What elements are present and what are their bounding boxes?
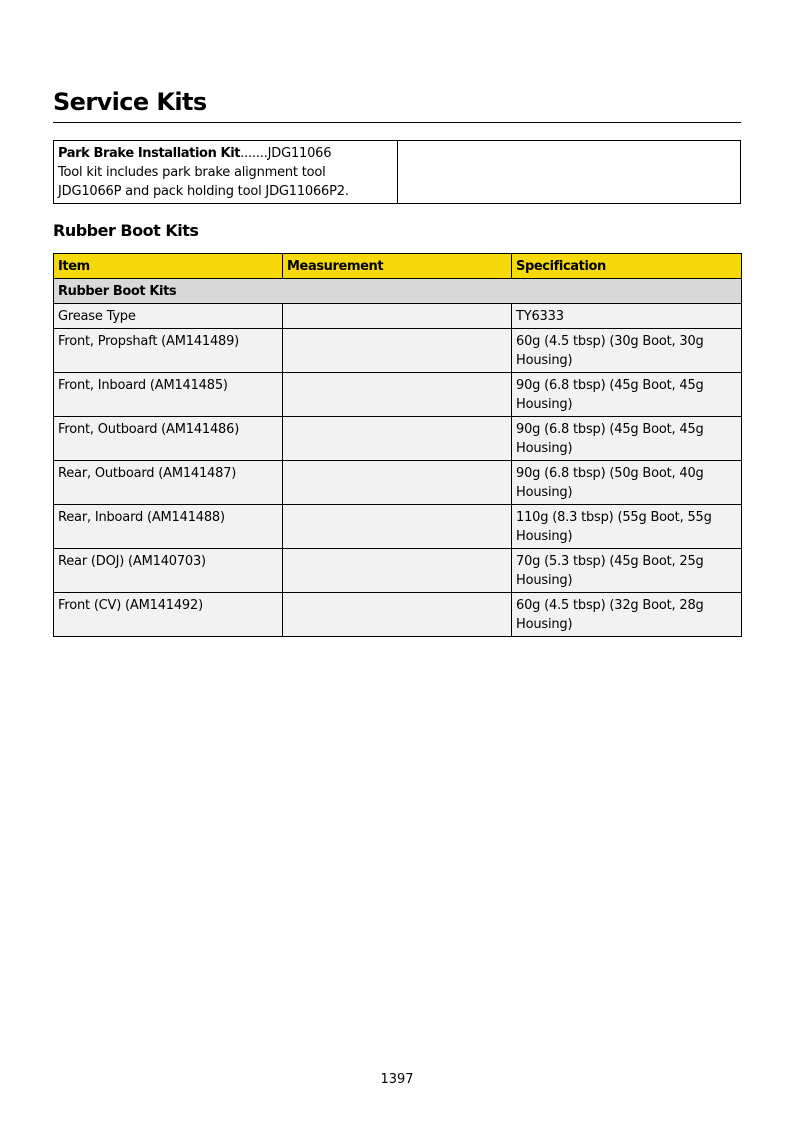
spec-line: Housing) bbox=[516, 441, 573, 456]
column-header-measurement: Measurement bbox=[283, 254, 512, 279]
spec-line: 60g (4.5 tbsp) (32g Boot, 28g bbox=[516, 598, 704, 613]
cell-measurement bbox=[283, 417, 512, 461]
table-row bbox=[54, 461, 742, 505]
spec-line: 90g (6.8 tbsp) (50g Boot, 40g bbox=[516, 466, 704, 481]
cell-specification bbox=[512, 549, 742, 593]
cell-item: Front (CV) (AM141492) bbox=[54, 593, 283, 637]
spec-line: Housing) bbox=[516, 573, 573, 588]
table-row bbox=[54, 417, 742, 461]
kit-info-cell bbox=[54, 141, 398, 203]
kit-part-number: JDG11066 bbox=[267, 146, 332, 161]
cell-item: Rear, Inboard (AM141488) bbox=[54, 505, 283, 549]
cell-specification bbox=[512, 593, 742, 637]
cell-measurement bbox=[283, 549, 512, 593]
spec-line: 90g (6.8 tbsp) (45g Boot, 45g bbox=[516, 378, 704, 393]
table-row bbox=[54, 329, 742, 373]
page-title: Service Kits bbox=[53, 84, 741, 123]
cell-item: Front, Inboard (AM141485) bbox=[54, 373, 283, 417]
table-row bbox=[54, 593, 742, 637]
cell-measurement bbox=[283, 593, 512, 637]
rubber-boot-table bbox=[53, 253, 742, 637]
table-row bbox=[54, 505, 742, 549]
spec-line: 110g (8.3 tbsp) (55g Boot, 55g bbox=[516, 510, 712, 525]
section-heading: Rubber Boot Kits bbox=[53, 221, 199, 240]
cell-item: Front, Outboard (AM141486) bbox=[54, 417, 283, 461]
table-row bbox=[54, 373, 742, 417]
spec-line: 60g (4.5 tbsp) (30g Boot, 30g bbox=[516, 334, 704, 349]
cell-item: Grease Type bbox=[54, 304, 283, 329]
cell-specification bbox=[512, 461, 742, 505]
cell-measurement bbox=[283, 304, 512, 329]
cell-item: Front, Propshaft (AM141489) bbox=[54, 329, 283, 373]
kit-info-box bbox=[53, 140, 741, 204]
cell-specification bbox=[512, 373, 742, 417]
kit-leader-dots: ....... bbox=[240, 146, 268, 161]
group-label: Rubber Boot Kits bbox=[54, 279, 742, 304]
spec-line: 70g (5.3 tbsp) (45g Boot, 25g bbox=[516, 554, 704, 569]
spec-line: Housing) bbox=[516, 397, 573, 412]
spec-line: TY6333 bbox=[516, 309, 564, 324]
column-header-specification: Specification bbox=[512, 254, 742, 279]
spec-line: Housing) bbox=[516, 529, 573, 544]
table-group-row bbox=[54, 279, 742, 304]
cell-specification bbox=[512, 505, 742, 549]
cell-specification bbox=[512, 304, 742, 329]
cell-measurement bbox=[283, 373, 512, 417]
page-number: 1397 bbox=[380, 1072, 414, 1087]
spec-line: 90g (6.8 tbsp) (45g Boot, 45g bbox=[516, 422, 704, 437]
kit-title-line bbox=[58, 144, 393, 163]
kit-description-line: JDG1066P and pack holding tool JDG11066P2. bbox=[58, 184, 349, 199]
table-row bbox=[54, 304, 742, 329]
spec-line: Housing) bbox=[516, 485, 573, 500]
kit-empty-cell bbox=[398, 141, 740, 203]
cell-item: Rear (DOJ) (AM140703) bbox=[54, 549, 283, 593]
kit-description-line: Tool kit includes park brake alignment tool bbox=[58, 165, 326, 180]
spec-line: Housing) bbox=[516, 617, 573, 632]
cell-measurement bbox=[283, 505, 512, 549]
cell-item: Rear, Outboard (AM141487) bbox=[54, 461, 283, 505]
cell-measurement bbox=[283, 461, 512, 505]
cell-specification bbox=[512, 329, 742, 373]
cell-measurement bbox=[283, 329, 512, 373]
table-row bbox=[54, 549, 742, 593]
column-header-item: Item bbox=[54, 254, 283, 279]
spec-line: Housing) bbox=[516, 353, 573, 368]
kit-name: Park Brake Installation Kit bbox=[58, 146, 241, 161]
cell-specification bbox=[512, 417, 742, 461]
table-header-row bbox=[54, 254, 742, 279]
